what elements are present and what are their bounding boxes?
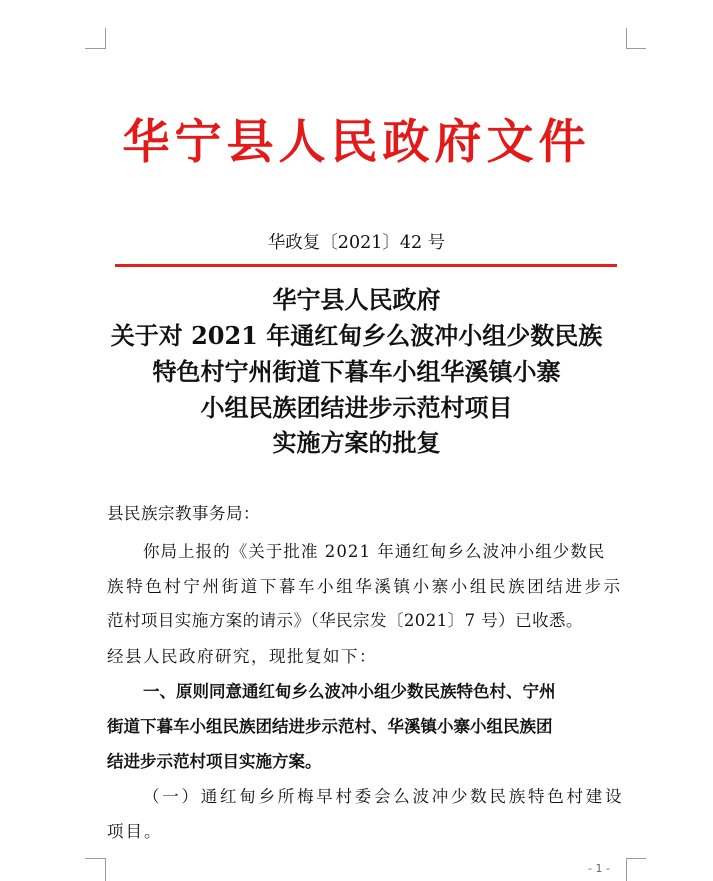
page-number: - 1 - (588, 862, 610, 875)
document-header-title: 华宁县人民政府文件 (122, 115, 591, 170)
section-1-line-3: 结进步示范村项目实施方案。 (107, 752, 322, 771)
red-separator-line (115, 264, 617, 267)
title-line-2: 关于对 2021 年通红甸乡么波冲小组少数民族 (110, 321, 603, 350)
paragraph-1-line-4: 经县人民政府研究，现批复如下： (107, 647, 377, 666)
paragraph-1-line-1: 你局上报的《关于批准 2021 年通红甸乡么波冲小组少数民 (143, 542, 606, 561)
crop-mark-top-right-v (626, 28, 627, 49)
section-1-line-1: 一、原则同意通红甸乡么波冲小组少数民族特色村、宁州 (143, 682, 556, 701)
crop-mark-top-right-h (626, 48, 646, 49)
crop-mark-top-left-v (105, 28, 106, 49)
crop-mark-bottom-left-h (85, 858, 105, 859)
title-line-3: 特色村宁州街道下暮车小组华溪镇小寨 (152, 357, 561, 386)
title-line-5: 实施方案的批复 (272, 428, 441, 457)
paragraph-1-line-3: 范村项目实施方案的请示》（华民宗发〔2021〕7 号）已收悉。 (107, 611, 583, 630)
subsection-1-line-1: （一）通红甸乡所梅早村委会么波冲少数民族特色村建设 (143, 787, 625, 806)
crop-mark-top-left-h (85, 48, 105, 49)
document-number: 华政复〔2021〕42 号 (267, 233, 446, 253)
crop-mark-bottom-right-v (626, 858, 627, 881)
title-line-1: 华宁县人民政府 (272, 285, 441, 314)
section-1-line-2: 街道下暮车小组民族团结进步示范村、华溪镇小寨小组民族团 (107, 717, 553, 736)
crop-mark-bottom-right-h (626, 858, 646, 859)
crop-mark-bottom-left-v (105, 858, 106, 881)
title-line-4: 小组民族团结进步示范村项目 (200, 393, 513, 422)
salutation: 县民族宗教事务局： (107, 504, 260, 523)
paragraph-1-line-2: 族特色村宁州街道下暮车小组华溪镇小寨小组民族团结进步示 (107, 577, 623, 596)
subsection-1-line-2: 项目。 (107, 822, 163, 841)
